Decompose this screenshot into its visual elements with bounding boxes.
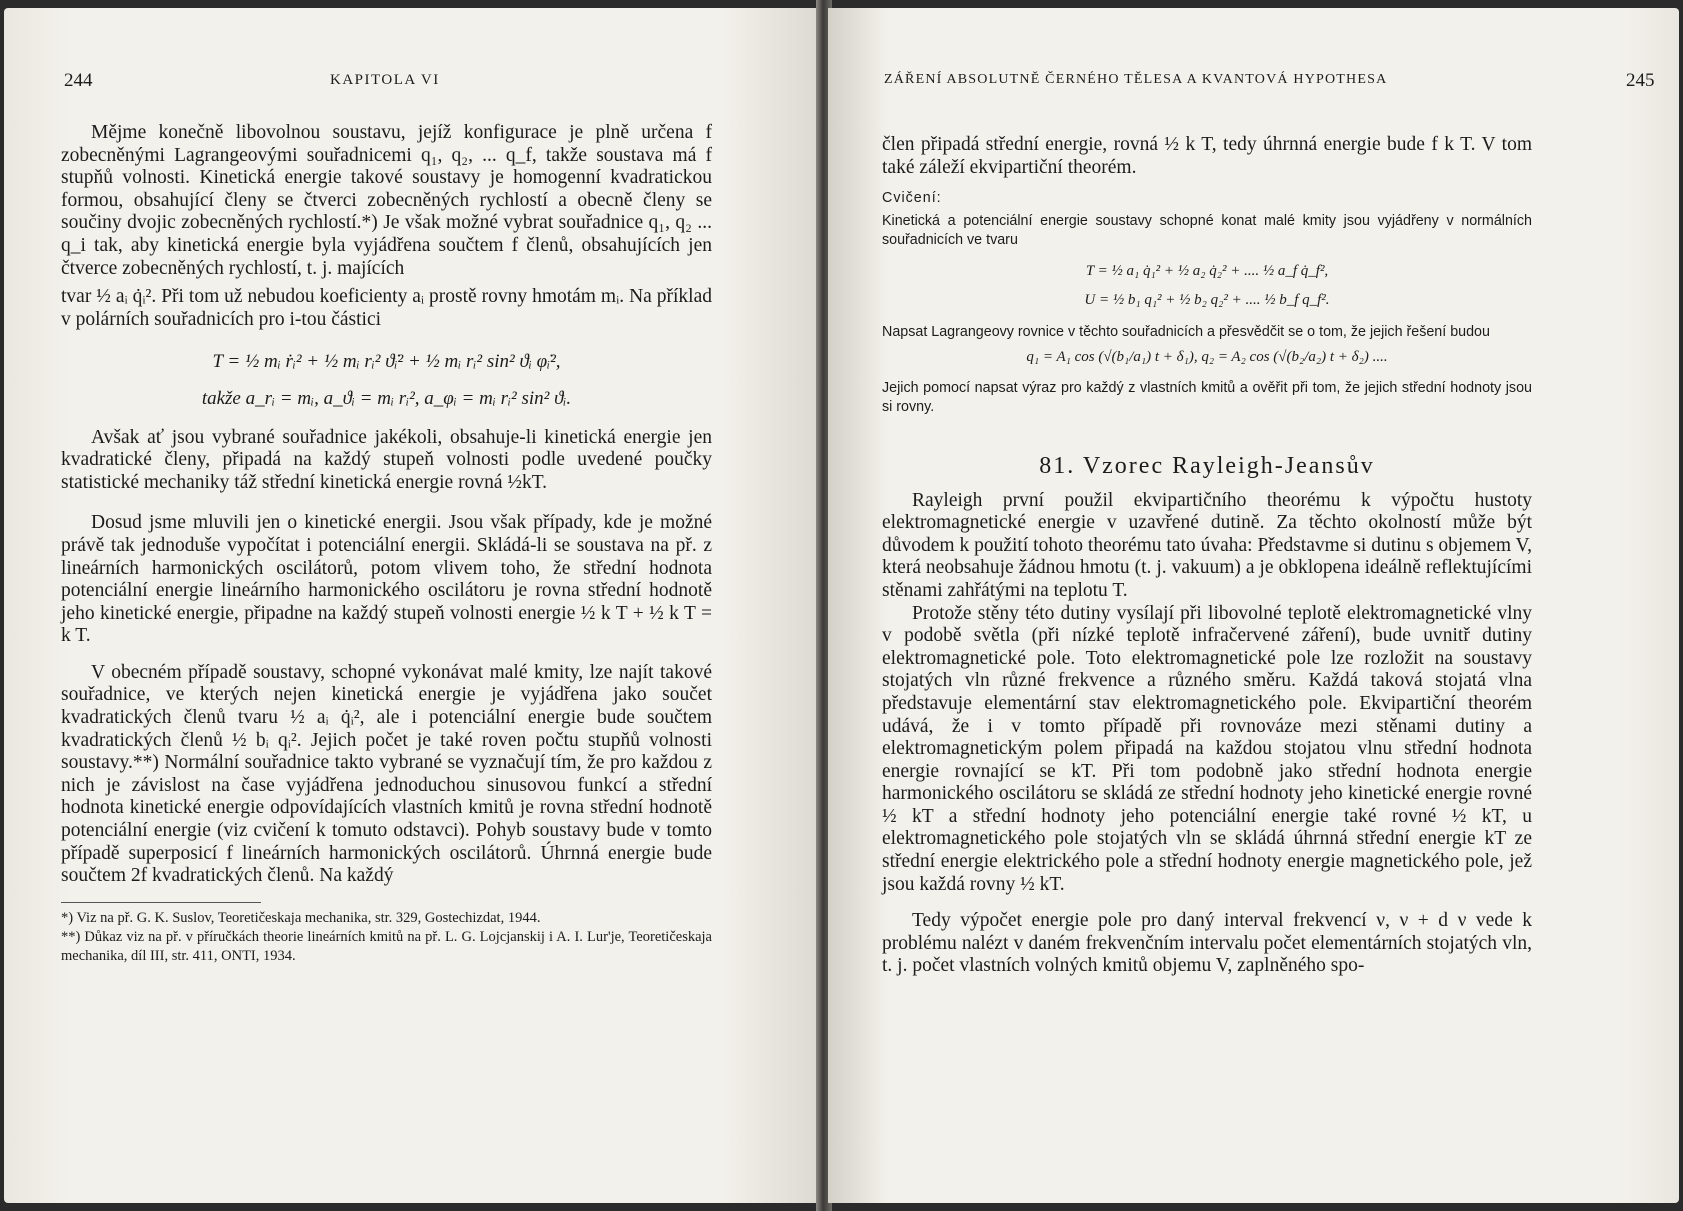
left-page	[4, 8, 820, 1203]
equation: T = ½ a₁ q̇₁² + ½ a₂ q̇₂² + .... ½ a_f q̇_f²,	[1085, 263, 1329, 280]
running-head: ZÁŘENÍ ABSOLUTNĚ ČERNÉHO TĚLESA A KVANTOVÁ HYPOTHESA	[884, 72, 1388, 87]
running-head: KAPITOLA VI	[330, 72, 440, 88]
page-number: 245	[1626, 70, 1655, 91]
paragraph: tvar ½ aᵢ q̇ᵢ². Při tom už nebudou koeficienty aᵢ prostě rovny hmotám mᵢ. Na příklad v polárních souřadnicích pro i-tou částici	[61, 286, 712, 330]
equation: q₁ = A₁ cos (√(b₁/a₁) t + δ₁), q₂ = A₂ cos (√(b₂/a₂) t + δ₂) ....	[1026, 349, 1388, 366]
right-page	[828, 8, 1679, 1203]
paragraph: Avšak ať jsou vybrané souřadnice jakékoli, obsahuje-li kinetická energie jen kvadratické členy, připadá na každý stupeň volnosti podle uvedené poučky statistické mechaniky táž střední kinetická energie rovná ½kT.	[61, 426, 712, 493]
paragraph: Mějme konečně libovolnou soustavu, jejíž konfigurace je plně určena f zobecněnými Lagrangeovými souřadnicemi q₁, q₂, ... q_f, takže soustava má f stupňů volnosti. Kinetická energie takové soustavy je homogenní kvadratickou formou, obsahující členy se čtverci zobecněných rychlostí a obecně členy se součiny dvojic zobecněných rychlostí.*) Je však možné vybrat souřadnice q₁, q₂ ... q_i tak, aby kinetická energie byla vyjádřena součtem f členů, obsahujících jen čtverce zobecněných rychlostí, t. j. majících	[61, 122, 712, 279]
left-text-block	[61, 122, 712, 966]
paragraph: Dosud jsme mluvili jen o kinetické energii. Jsou však případy, kde je možné právě tak jednoduše vypočítat i potenciální energii. Skládá-li se soustava na př. z lineárních harmonických oscilátorů, potom vlivem toho, že střední hodnota potenciální energie lineárního harmonického oscilátoru je rovna střední hodnotě jeho kinetické energie, připadne na každý stupeň volnosti energie ½ k T + ½ k T = k T.	[61, 512, 712, 647]
paragraph: Rayleigh první použil ekvipartičního theorému k výpočtu hustoty elektromagnetické energie v uzavřené dutině. Za těchto okolností může být důvodem k použití tohoto theorému tato úvaha: Představme si dutinu s objemem V, která neobsahuje žádnou hmotu (t. j. vakuum) a je obklopena ideálně reflektujícími stěnami zahřátými na teplotu T.	[882, 489, 1532, 601]
paragraph: člen připadá střední energie, rovná ½ k T, tedy úhrnná energie bude f k T. V tom také záleží ekvipartiční theorém.	[882, 134, 1532, 178]
equation: U = ½ b₁ q₁² + ½ b₂ q₂² + .... ½ b_f q_f².	[1084, 291, 1330, 308]
footnote: **) Důkaz viz na př. v příručkách theorie lineárních kmitů na př. L. G. Lojcjanskij i A. I. Lur'je, Teoretičeskaja mechanika, díl III, str. 411, ONTI, 1934.	[61, 928, 712, 964]
exercise-title: Cvičení:	[882, 190, 942, 207]
footnote: *) Viz na př. G. K. Suslov, Teoretičeskaja mechanika, str. 329, Gostechizdat, 1944.	[61, 909, 541, 926]
page-number: 244	[64, 70, 93, 91]
paragraph: V obecném případě soustavy, schopné vykonávat malé kmity, lze najít takové souřadnice, ve kterých nejen kinetická energie je vyjádřena jako součet kvadratických členů tvaru ½ aᵢ q̇ᵢ², ale i potenciální energie bude součtem kvadratických členů ½ bᵢ qᵢ². Jejich počet je také roven počtu stupňů volnosti soustavy.**) Normální souřadnice takto vybrané se vyznačují tím, že pro každou z nich je závislost na čase vyjádřena jednoduchou sinusovou funkcí a střední hodnota kinetické energie odpovídajících vlastních kmitů je rovna střední hodnotě potenciální energie (viz cvičení k tomuto odstavci). Pohyb soustavy bude v tomto případě superposicí f lineárních harmonických oscilátorů. Úhrnná energie bude součtem 2f kvadratických členů. Na každý	[61, 661, 712, 887]
paragraph: Protože stěny této dutiny vysílají při libovolné teplotě elektromagnetické vlny v podobě světla (při nízké teplotě infračervené záření), bude uvnitř dutiny elektromagnetické pole. Toto elektromagnetické pole lze rozložit na soustavy stojatých vln různé frekvence a různého směru. Každá taková stojatá vlna představuje elementární stav elektromagnetického pole. Ekvipartiční theorém udává, že i v tomto případě při rovnováze mezi stěnami dutiny a elektromagnetickým polem připadá na každou stojatou vlnu střední hodnota energie rovnající se kT. Při tom podobně jako střední hodnota energie harmonického oscilátoru se skládá ze střední hodnoty jeho kinetické energie rovné ½ kT a střední hodnoty jeho potenciální energie také rovné ½ kT, u elektromagnetického pole stojatých vln se skládá úhrnná střední energie kT ze střední energie elektrického pole a střední hodnoty energie magnetického pole, jež jsou každá rovny ½ kT.	[882, 602, 1532, 895]
paragraph: Tedy výpočet energie pole pro daný interval frekvencí ν, ν + d ν vede k problému nalézt v daném frekvenčním intervalu počet elementárních stojatých vln, t. j. počet vlastních volných kmitů objemu V, zaplněného spo-	[882, 910, 1532, 977]
footnote-rule	[61, 902, 261, 903]
right-text-block	[882, 134, 1532, 978]
equation: T = ½ mᵢ ṙᵢ² + ½ mᵢ rᵢ² ϑ̇ᵢ² + ½ mᵢ rᵢ² sin² ϑᵢ φ̇ᵢ²,	[212, 351, 561, 373]
exercise-text: Jejich pomocí napsat výraz pro každý z vlastních kmitů a ověřit při tom, že jejich střední hodnoty jsou si rovny.	[882, 379, 1532, 415]
section-heading: 81. Vzorec Rayleigh-Jeansův	[1039, 452, 1375, 479]
exercise-text: Kinetická a potenciální energie soustavy schopné konat malé kmity jsou vyjádřeny v normálních souřadnicích ve tvaru	[882, 213, 1532, 249]
equation: takže a_rᵢ = mᵢ, a_ϑᵢ = mᵢ rᵢ², a_φᵢ = mᵢ rᵢ² sin² ϑᵢ.	[201, 387, 572, 409]
exercise-text: Napsat Lagrangeovy rovnice v těchto souřadnicích a přesvědčit se o tom, že jejich řešení budou	[882, 324, 1490, 341]
